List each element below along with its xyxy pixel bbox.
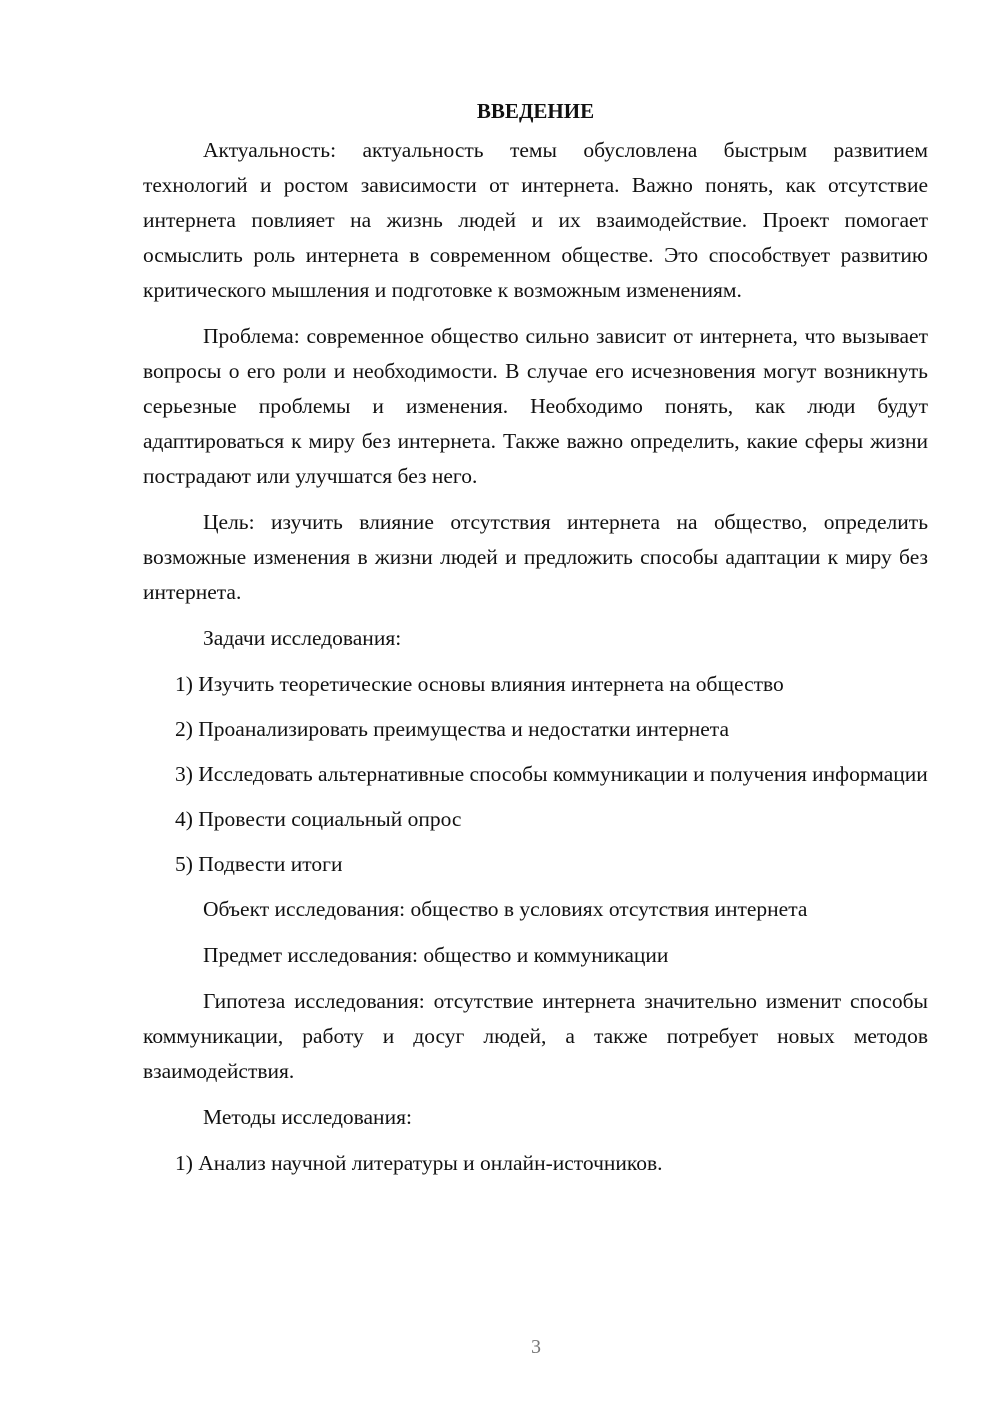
task-item: 3) Исследовать альтернативные способы коммуникации и получения информации — [175, 762, 928, 786]
problem-paragraph: Проблема: современное общество сильно зависит от интернета, что вызывает вопросы о его роли и необходимости. В случае его исчезновения могут возникнуть серьезные проблемы и изменения. Необходимо понять, как люди будут адаптироваться к миру без интернета. Также важно определить, какие сферы жизни пострадают или улучшатся без него. — [143, 324, 928, 488]
task-item: 4) Провести социальный опрос — [175, 807, 462, 831]
methods-heading: Методы исследования: — [203, 1105, 412, 1129]
goal-paragraph: Цель: изучить влияние отсутствия интернета на общество, определить возможные изменения в жизни людей и предложить способы адаптации к миру без интернета. — [143, 510, 928, 604]
hypothesis-paragraph: Гипотеза исследования: отсутствие интернета значительно изменит способы коммуникации, работу и досуг людей, а также потребует новых методов взаимодействия. — [143, 989, 928, 1083]
tasks-heading: Задачи исследования: — [203, 626, 402, 650]
method-item: 1) Анализ научной литературы и онлайн-источников. — [175, 1151, 663, 1175]
subject-paragraph: Предмет исследования: общество и коммуникации — [203, 943, 669, 967]
relevance-paragraph: Актуальность: актуальность темы обусловлена быстрым развитием технологий и ростом зависимости от интернета. Важно понять, как отсутствие интернета повлияет на жизнь людей и их взаимодействие. Проект помогает осмыслить роль интернета в современном обществе. Это способствует развитию критического мышления и подготовке к возможным изменениям. — [143, 138, 928, 302]
section-heading: ВВЕДЕНИЕ — [476, 99, 595, 123]
page-number: 3 — [531, 1336, 541, 1358]
task-item: 1) Изучить теоретические основы влияния интернета на общество — [175, 672, 784, 696]
task-item: 2) Проанализировать преимущества и недостатки интернета — [175, 717, 730, 741]
task-item: 5) Подвести итоги — [175, 852, 343, 876]
page-body — [143, 94, 928, 1191]
object-paragraph: Объект исследования: общество в условиях отсутствия интернета — [203, 897, 808, 921]
